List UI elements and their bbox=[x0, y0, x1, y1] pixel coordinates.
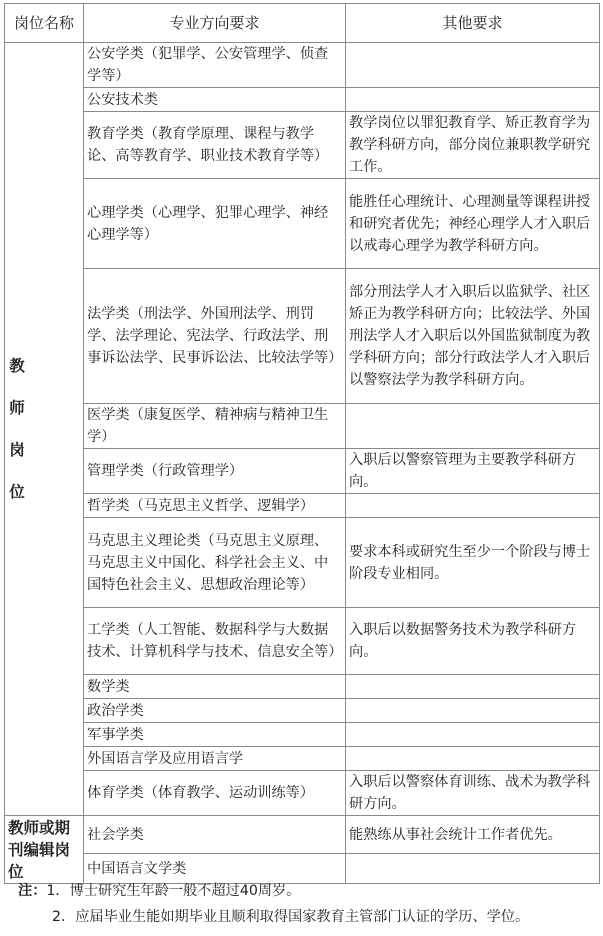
other-cell: 教学岗位以罪犯教育学、矫正教育学为教学科研方向，部分岗位兼职教学研究工作。 bbox=[346, 112, 600, 179]
major-cell: 政治学类 bbox=[84, 699, 346, 723]
major-cell: 社会学类 bbox=[84, 816, 346, 854]
other-cell: 入职后以数据警务技术为教学科研方向。 bbox=[346, 608, 600, 675]
major-cell: 医学类（康复医学、精神病与精神卫生学） bbox=[84, 404, 346, 449]
other-cell bbox=[346, 699, 600, 723]
table-row bbox=[5, 747, 600, 771]
major-cell: 体育学类（体育教学、运动训练等） bbox=[84, 771, 346, 816]
table-row bbox=[5, 404, 600, 449]
note-1-text: 1．博士研究生年龄一般不超过40周岁。 bbox=[46, 883, 301, 899]
major-cell: 心理学类（心理学、犯罪心理学、神经心理学等） bbox=[84, 179, 346, 269]
other-cell: 入职后以警察体育训练、战术为教学科研方向。 bbox=[346, 771, 600, 816]
header-major: 专业方向要求 bbox=[84, 4, 346, 43]
note-label: 注： bbox=[18, 883, 47, 899]
table-row bbox=[5, 88, 600, 112]
other-cell bbox=[346, 43, 600, 88]
table-row bbox=[5, 112, 600, 179]
table-row bbox=[5, 179, 600, 269]
note-2 bbox=[18, 904, 529, 930]
other-cell bbox=[346, 494, 600, 518]
major-cell: 法学类（刑法学、外国刑法学、刑罚学、法学理论、宪法学、行政法学、刑事诉讼法学、民事诉讼法、比较法学等） bbox=[84, 269, 346, 404]
table-row bbox=[5, 608, 600, 675]
major-cell: 外国语言学及应用语言学 bbox=[84, 747, 346, 771]
major-cell: 公安技术类 bbox=[84, 88, 346, 112]
major-cell: 公安学类（犯罪学、公安管理学、侦查学等） bbox=[84, 43, 346, 88]
major-cell: 军事学类 bbox=[84, 723, 346, 747]
post-teacher bbox=[5, 43, 84, 816]
table-row bbox=[5, 518, 600, 608]
major-cell: 中国语言文学类 bbox=[84, 854, 346, 884]
major-cell: 工学类（人工智能、数据科学与大数据技术、计算机科学与技术、信息安全等） bbox=[84, 608, 346, 675]
major-cell: 哲学类（马克思主义哲学、逻辑学） bbox=[84, 494, 346, 518]
table-row bbox=[5, 675, 600, 699]
major-cell: 管理学类（行政管理学） bbox=[84, 449, 346, 494]
other-cell bbox=[346, 723, 600, 747]
table-row bbox=[5, 723, 600, 747]
major-cell: 马克思主义理论类（马克思主义原理、马克思主义中国化、科学社会主义、中国特色社会主义、思想政治理论等） bbox=[84, 518, 346, 608]
table-row bbox=[5, 816, 600, 854]
other-cell bbox=[346, 404, 600, 449]
header-post: 岗位名称 bbox=[5, 4, 84, 43]
major-cell: 教育学类（教育学原理、课程与教学论、高等教育学、职业技术教育学等） bbox=[84, 112, 346, 179]
post-editor: 教师或期刊编辑岗位 bbox=[5, 816, 84, 884]
other-cell: 能胜任心理统计、心理测量等课程讲授和研究者优先；神经心理学人才入职后以戒毒心理学为教学科研方向。 bbox=[346, 179, 600, 269]
other-cell: 要求本科或研究生至少一个阶段与博士阶段专业相同。 bbox=[346, 518, 600, 608]
requirements-table bbox=[4, 3, 600, 884]
major-cell: 数学类 bbox=[84, 675, 346, 699]
other-cell: 能熟练从事社会统计工作者优先。 bbox=[346, 816, 600, 854]
header-other: 其他要求 bbox=[346, 4, 600, 43]
table-row bbox=[5, 449, 600, 494]
other-cell: 部分刑法学人才入职后以监狱学、社区矫正为教学科研方向；比较法学、外国刑法学人才入职后以外国监狱制度为教学科研方向；部分行政法学人才入职后以警察法学为教学科研方向。 bbox=[346, 269, 600, 404]
table-row bbox=[5, 494, 600, 518]
table-header-row bbox=[5, 4, 600, 43]
note-2-text: 2．应届毕业生能如期毕业且顺利取得国家教育主管部门认证的学历、学位。 bbox=[52, 909, 530, 925]
post-teacher-label: 教师岗位 bbox=[9, 357, 25, 501]
table-row bbox=[5, 699, 600, 723]
other-cell: 入职后以警察管理为主要教学科研方向。 bbox=[346, 449, 600, 494]
note-1 bbox=[18, 878, 529, 904]
table-row bbox=[5, 43, 600, 88]
footnotes bbox=[18, 878, 529, 930]
other-cell bbox=[346, 747, 600, 771]
table-row bbox=[5, 771, 600, 816]
other-cell bbox=[346, 675, 600, 699]
table-row bbox=[5, 269, 600, 404]
other-cell bbox=[346, 88, 600, 112]
